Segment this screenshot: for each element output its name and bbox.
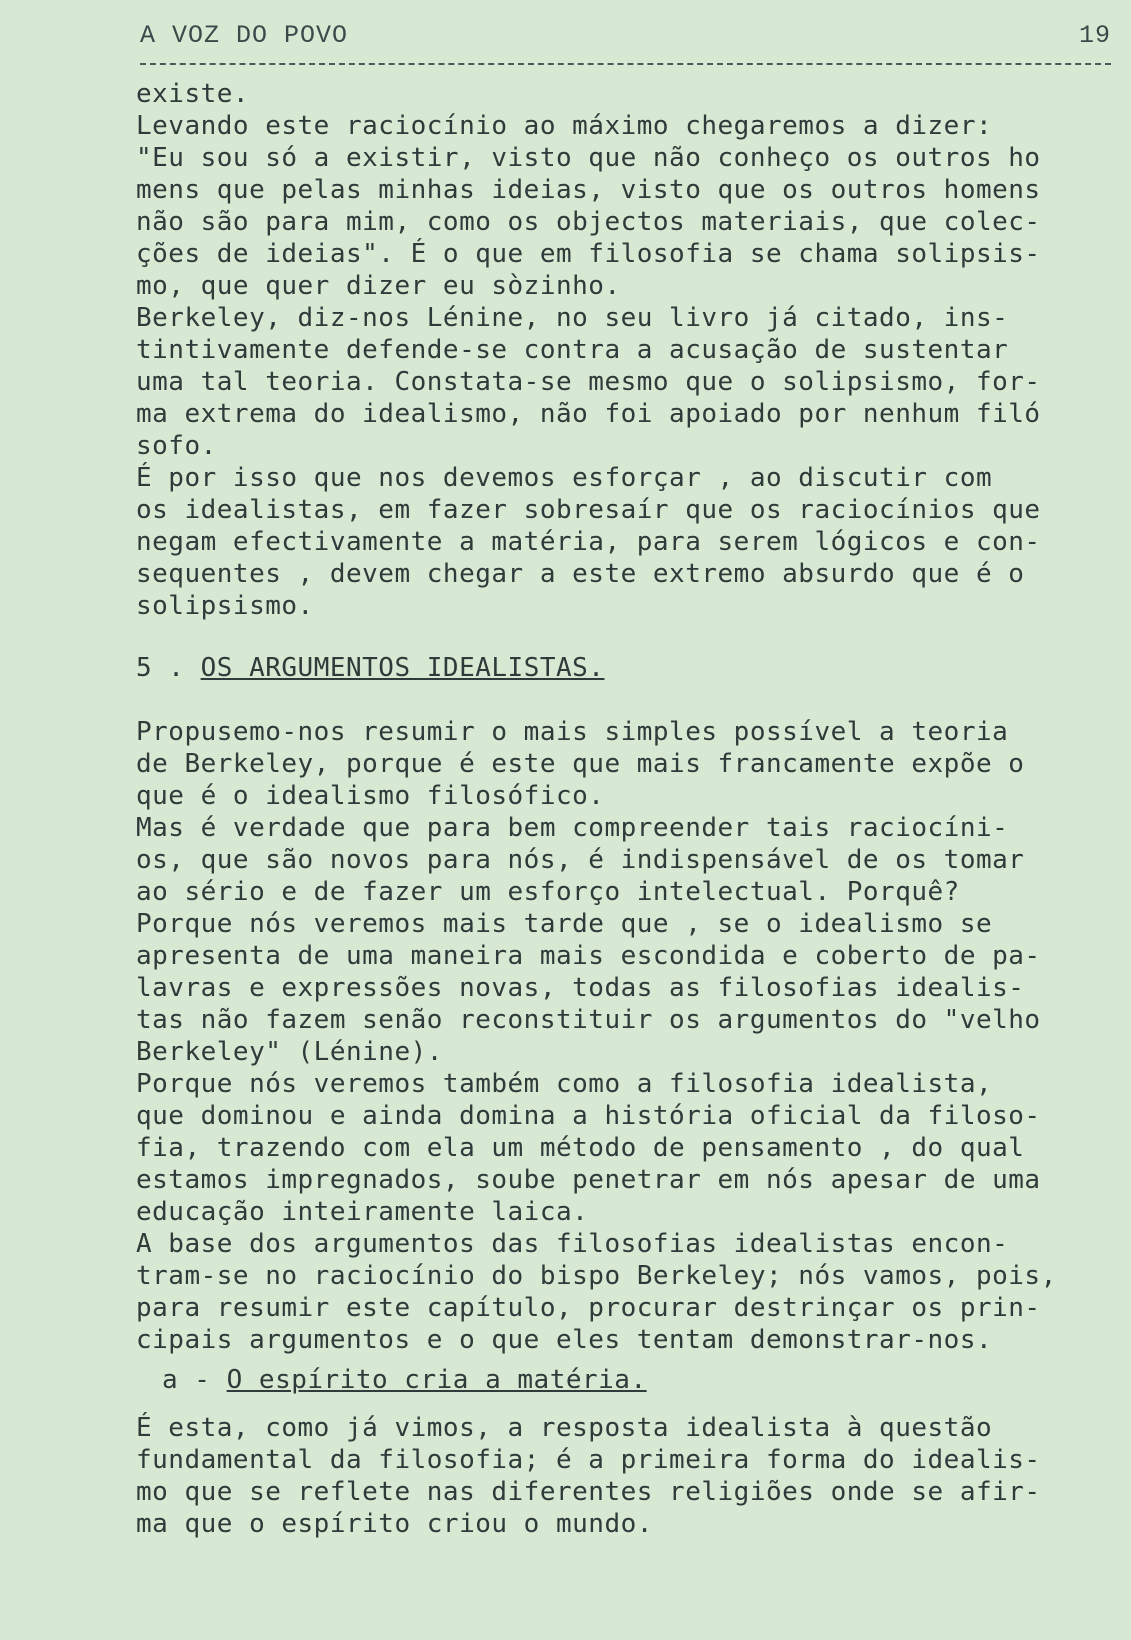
text-line: tram-se no raciocínio do bispo Berkeley; nós vamos, pois, xyxy=(136,1261,1057,1291)
subsection-title: O espírito cria a matéria. xyxy=(226,1365,647,1395)
paragraph-1 xyxy=(136,78,1111,302)
text-line: ma que o espírito criou o mundo. xyxy=(136,1509,653,1539)
text-line: uma tal teoria. Constata-se mesmo que o solipsismo, for- xyxy=(136,367,1041,397)
text-line: Mas é verdade que para bem compreender tais raciocíni- xyxy=(136,813,1009,843)
header-rule xyxy=(140,63,1111,65)
subsection-label: a - xyxy=(162,1365,227,1395)
text-line: para resumir este capítulo, procurar destrinçar os prin- xyxy=(136,1293,1041,1323)
section-number: 5 . xyxy=(136,653,201,683)
text-line: A base dos argumentos das filosofias idealistas encon- xyxy=(136,1229,1009,1259)
section-title: OS ARGUMENTOS IDEALISTAS. xyxy=(200,653,605,683)
text-line: Porque nós veremos também como a filosofia idealista, xyxy=(136,1069,993,1099)
text-line: existe. xyxy=(136,79,250,109)
text-line: Levando este raciocínio ao máximo chegaremos a dizer: xyxy=(136,111,993,141)
text-line: ma extrema do idealismo, não foi apoiado por nenhum filó xyxy=(136,399,1041,429)
text-line: apresenta de uma maneira mais escondida e coberto de pa- xyxy=(136,941,1041,971)
text-line: que dominou e ainda domina a história oficial da filoso- xyxy=(136,1101,1041,1131)
text-line: os, que são novos para nós, é indispensável de os tomar xyxy=(136,845,1025,875)
section-heading xyxy=(136,652,1111,686)
text-line: tintivamente defende-se contra a acusação de sustentar xyxy=(136,335,1009,365)
text-line: ções de ideias". É o que em filosofia se chama solipsis- xyxy=(136,239,1041,269)
text-line: mo que se reflete nas diferentes religiões onde se afir- xyxy=(136,1477,1041,1507)
paragraph-4 xyxy=(136,716,1111,812)
text-line: de Berkeley, porque é este que mais francamente expõe o xyxy=(136,749,1025,779)
text-line: Propusemo-nos resumir o mais simples possível a teoria xyxy=(136,717,1009,747)
paragraph-9 xyxy=(136,1412,1111,1540)
header-title: A VOZ DO POVO xyxy=(140,20,349,50)
page-number: 19 xyxy=(1078,20,1111,50)
text-line: que é o idealismo filosófico. xyxy=(136,781,605,811)
text-line: lavras e expressões novas, todas as filosofias idealis- xyxy=(136,973,1025,1003)
text-line: tas não fazem senão reconstituir os argumentos do "velho xyxy=(136,1005,1041,1035)
text-line: os idealistas, em fazer sobresaír que os raciocínios que xyxy=(136,495,1041,525)
paragraph-8 xyxy=(136,1228,1111,1356)
text-line: fundamental da filosofia; é a primeira forma do idealis- xyxy=(136,1445,1041,1475)
text-line: "Eu sou só a existir, visto que não conheço os outros ho xyxy=(136,143,1041,173)
text-line: sequentes , devem chegar a este extremo absurdo que é o xyxy=(136,559,1025,589)
paragraph-6 xyxy=(136,908,1111,1068)
text-line: sofo. xyxy=(136,431,217,461)
text-line: Berkeley, diz-nos Lénine, no seu livro já citado, ins- xyxy=(136,303,1009,333)
text-line: Porque nós veremos mais tarde que , se o idealismo se xyxy=(136,909,993,939)
text-line: solipsismo. xyxy=(136,591,314,621)
paragraph-3 xyxy=(136,462,1111,622)
text-line: negam efectivamente a matéria, para serem lógicos e con- xyxy=(136,527,1041,557)
text-line: mo, que quer dizer eu sòzinho. xyxy=(136,271,621,301)
text-line: É esta, como já vimos, a resposta idealista à questão xyxy=(136,1413,993,1443)
document-body xyxy=(136,78,1111,1540)
text-line: mens que pelas minhas ideias, visto que os outros homens xyxy=(136,175,1041,205)
text-line: não são para mim, como os objectos materiais, que colec- xyxy=(136,207,1041,237)
text-line: É por isso que nos devemos esforçar , ao discutir com xyxy=(136,463,993,493)
text-line: Berkeley" (Lénine). xyxy=(136,1037,443,1067)
text-line: cipais argumentos e o que eles tentam demonstrar-nos. xyxy=(136,1325,993,1355)
text-line: ao sério e de fazer um esforço intelectual. Porquê? xyxy=(136,877,960,907)
paragraph-5 xyxy=(136,812,1111,908)
paragraph-2 xyxy=(136,302,1111,462)
page-header xyxy=(140,18,1111,52)
text-line: fia, trazendo com ela um método de pensamento , do qual xyxy=(136,1133,1025,1163)
subsection-heading xyxy=(136,1364,1111,1398)
paragraph-7 xyxy=(136,1068,1111,1228)
text-line: estamos impregnados, soube penetrar em nós apesar de uma xyxy=(136,1165,1041,1195)
text-line: educação inteiramente laica. xyxy=(136,1197,589,1227)
